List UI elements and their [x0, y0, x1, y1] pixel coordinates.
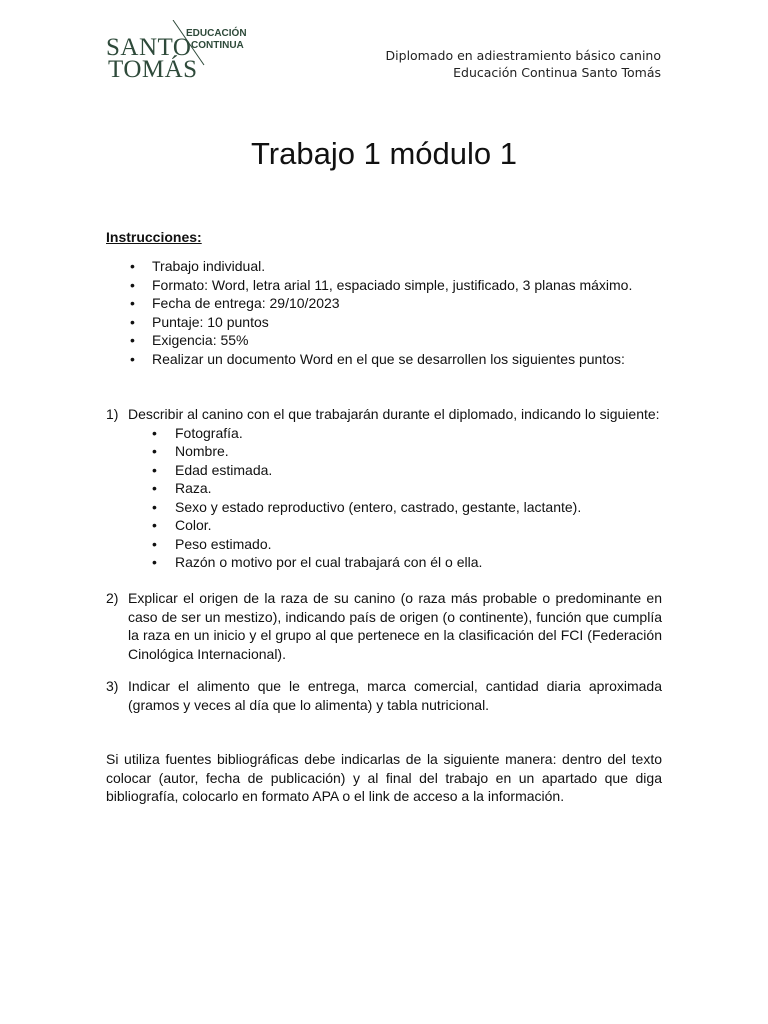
point-1 [106, 405, 662, 572]
list-item: • Raza. [106, 479, 662, 498]
list-item: • Fecha de entrega: 29/10/2023 [106, 294, 632, 313]
santo-tomas-logo [106, 20, 247, 83]
point-2 [106, 589, 662, 663]
point-number: 3) [106, 678, 119, 694]
list-item: • Fotografía. [106, 424, 662, 443]
instructions-heading: Instrucciones: [106, 229, 202, 245]
point-1-sublist [106, 424, 662, 572]
header-course-name: Diplomado en adiestramiento básico canino [385, 48, 661, 63]
list-item: • Color. [106, 516, 662, 535]
point-number: 2) [106, 590, 119, 606]
point-text: Explicar el origen de la raza de su canino (o raza más probable o predominante en caso de ser un mestizo), indicando país de origen (o continente), función que cumplía la raza en un inicio y el grupo al que pertenece en la clasificación del FCI (Federación Cinológica Internacional). [128, 590, 662, 662]
list-item: • Trabajo individual. [106, 257, 632, 276]
logo-ec-line1: EDUCACIÓN [186, 28, 247, 39]
list-item: • Formato: Word, letra arial 11, espaciado simple, justificado, 3 planas máximo. [106, 276, 632, 295]
page-title: Trabajo 1 módulo 1 [251, 136, 517, 171]
list-item: • Puntaje: 10 puntos [106, 313, 632, 332]
document-header [386, 47, 661, 81]
point-text: Indicar el alimento que le entrega, marca comercial, cantidad diaria aproximada (gramos y veces al día que lo alimenta) y tabla nutricional. [128, 678, 662, 713]
list-item: • Peso estimado. [106, 535, 662, 554]
point-3 [106, 677, 662, 714]
list-item: • Razón o motivo por el cual trabajará con él o ella. [106, 553, 662, 572]
list-item: • Realizar un documento Word en el que se desarrollen los siguientes puntos: [106, 350, 632, 369]
list-item: • Nombre. [106, 442, 662, 461]
list-item: • Sexo y estado reproductivo (entero, castrado, gestante, lactante). [106, 498, 662, 517]
point-number: 1) [106, 406, 119, 422]
list-item: • Exigencia: 55% [106, 331, 632, 350]
list-item: • Edad estimada. [106, 461, 662, 480]
point-text: Describir al canino con el que trabajarán durante el diplomado, indicando lo siguiente: [128, 406, 660, 422]
logo-name-line1: SANTO [106, 34, 192, 61]
logo-ec-line2: CONTINUA [191, 40, 244, 51]
bibliography-note: Si utiliza fuentes bibliográficas debe indicarlas de la siguiente manera: dentro del texto colocar (autor, fecha de publicación) y al final del trabajo en un apartado que diga bibliografía, colocarlo en formato APA o el link de acceso a la información. [106, 751, 662, 804]
logo-name-line2: TOMÁS [108, 56, 198, 83]
instructions-list [106, 257, 632, 368]
header-institution: Educación Continua Santo Tomás [453, 65, 661, 80]
